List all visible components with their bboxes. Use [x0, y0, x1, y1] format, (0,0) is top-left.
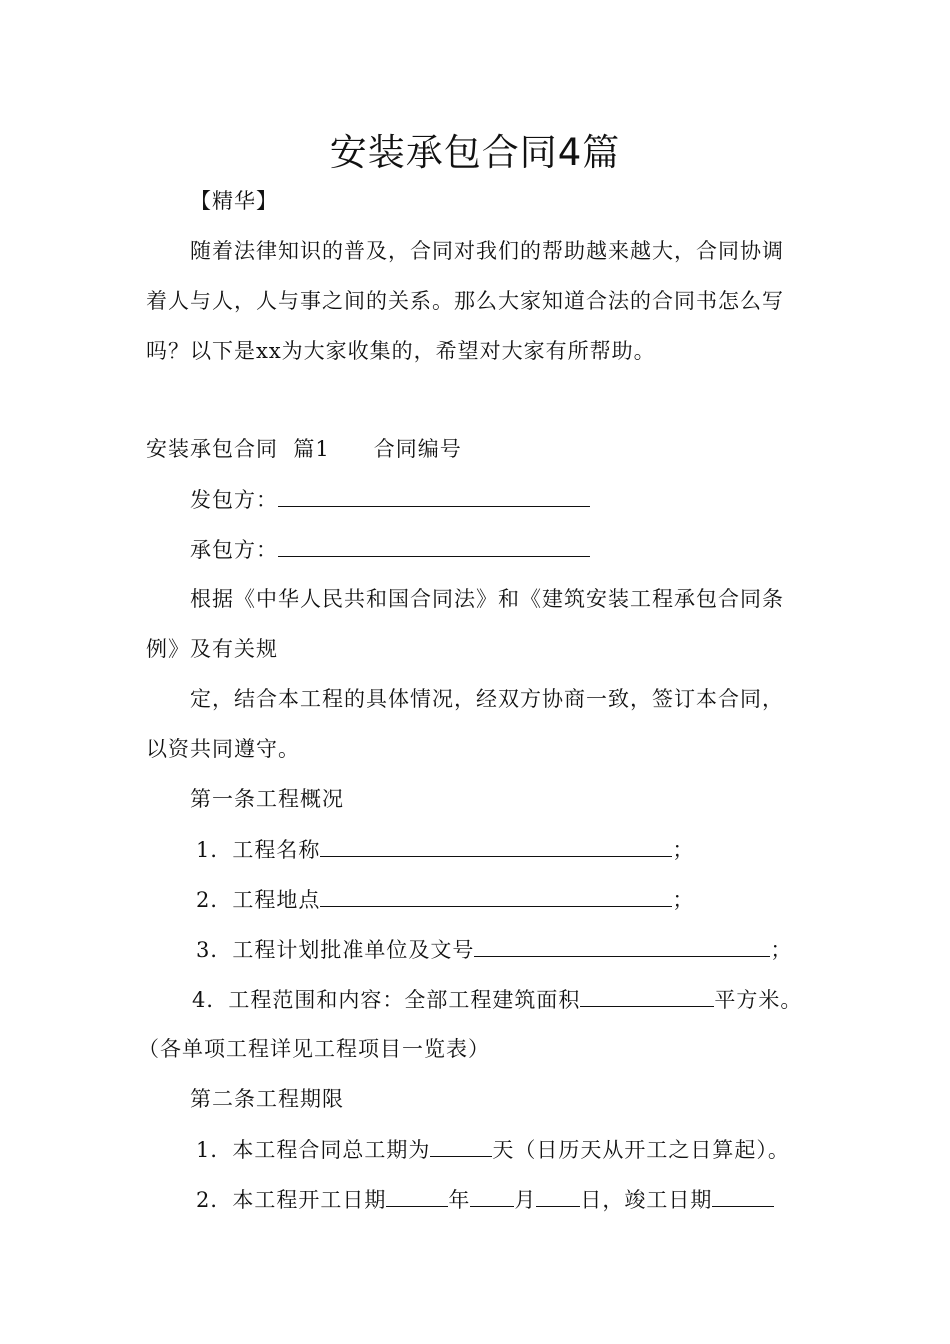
intro-line-3: 吗？以下是xx为大家收集的，希望对大家有所帮助。: [146, 339, 656, 363]
basis-line-4: 以资共同遵守。: [146, 737, 300, 761]
party-a-blank: [278, 484, 590, 507]
article2-item1: [196, 1134, 790, 1165]
year-label: 年: [448, 1188, 471, 1212]
semicolon: ；: [672, 838, 695, 862]
party-a-label: 发包方：: [190, 488, 278, 512]
completion-date-blank: [712, 1184, 774, 1207]
duration-label: 1．本工程合同总工期为: [196, 1138, 431, 1162]
document-title: 安装承包合同4篇: [329, 131, 621, 174]
intro-line-2: 着人与人，人与事之间的关系。那么大家知道合法的合同书怎么写: [146, 289, 784, 313]
party-b-blank: [278, 534, 590, 557]
project-location-blank: [320, 884, 672, 907]
intro-line-1: 随着法律知识的普及，合同对我们的帮助越来越大，合同协调: [190, 239, 784, 263]
contract-number-label: 合同编号: [373, 437, 462, 461]
area-blank: [580, 984, 714, 1007]
semicolon: ；: [770, 938, 793, 962]
completion-date-label: 日，竣工日期: [580, 1188, 713, 1212]
party-a-row: [190, 484, 590, 515]
project-name-blank: [320, 834, 672, 857]
article1-item4-note: （各单项工程详见工程项目一览表）: [138, 1037, 490, 1061]
semicolon: ；: [672, 888, 695, 912]
article1-item3: [196, 934, 792, 965]
party-b-label: 承包方：: [190, 538, 278, 562]
article1-item4: [192, 984, 802, 1015]
section-heading-row: [146, 434, 462, 464]
article1-item2: [196, 884, 694, 915]
item4-label: 4．工程范围和内容：全部工程建筑面积: [192, 988, 581, 1012]
section-heading: 安装承包合同 篇1: [146, 437, 330, 461]
article2-item2: [196, 1184, 774, 1215]
item3-label: 3．工程计划批准单位及文号: [196, 938, 475, 962]
basis-line-3: 定，结合本工程的具体情况，经双方协商一致，签订本合同，: [190, 687, 784, 711]
duration-suffix: 天（日历天从开工之日算起）。: [492, 1138, 790, 1162]
party-b-row: [190, 534, 590, 565]
item2-label: 2．工程地点: [196, 888, 321, 912]
area-unit: 平方米。: [714, 988, 803, 1012]
document-tag: 【精华】: [190, 189, 278, 213]
month-label: 月: [514, 1188, 537, 1212]
article1-item1: [196, 834, 694, 865]
duration-blank: [430, 1134, 492, 1157]
item1-label: 1．工程名称: [196, 838, 321, 862]
start-year-blank: [386, 1184, 448, 1207]
start-month-blank: [470, 1184, 514, 1207]
article1-heading: 第一条工程概况: [190, 787, 344, 811]
basis-line-1: 根据《中华人民共和国合同法》和《建筑安装工程承包合同条: [190, 587, 784, 611]
article2-heading: 第二条工程期限: [190, 1087, 344, 1111]
basis-line-2: 例》及有关规: [146, 637, 278, 661]
approval-unit-blank: [474, 934, 770, 957]
start-date-label: 2．本工程开工日期: [196, 1188, 387, 1212]
start-day-blank: [536, 1184, 580, 1207]
